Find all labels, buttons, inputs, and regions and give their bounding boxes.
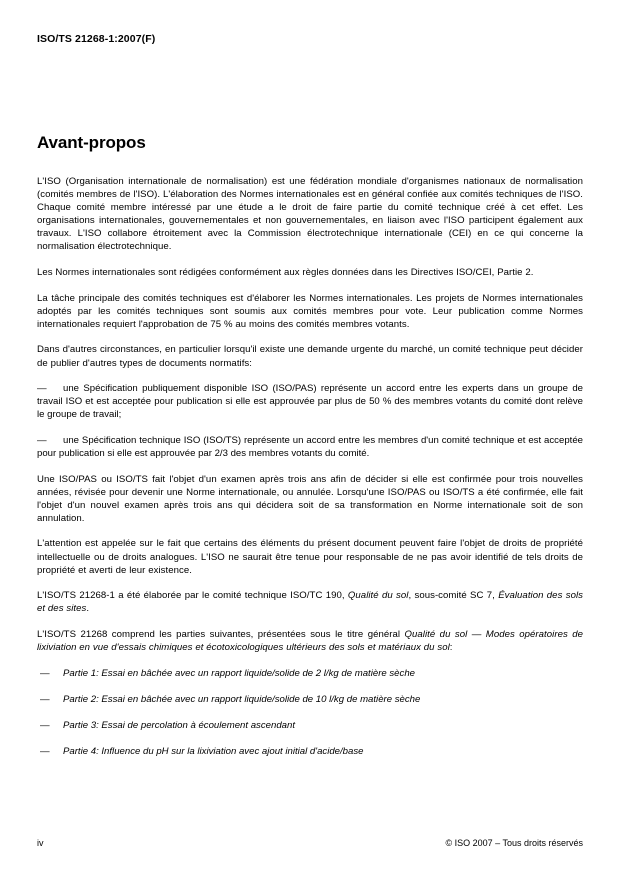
attribution-text-mid: , sous-comité SC 7,: [408, 590, 499, 602]
committee-title-tc190: Qualité du sol: [347, 590, 409, 602]
paragraph-other-documents-intro: Dans d'autres circonstances, en particulier lorsqu'il existe une demande urgente du marché, un comité technique peut décider de publier d'autres types de documents normatifs:: [37, 344, 583, 369]
copyright-notice: © ISO 2007 – Tous droits réservés: [445, 838, 583, 848]
part-title: Partie 3: Essai de percolation à écoulement ascendant: [63, 719, 295, 731]
list-item-iso-ts: [37, 434, 583, 460]
list-item-text: une Spécification technique ISO (ISO/TS) représente un accord entre les membres d'un comité technique et est acceptée pour publication si elle est approuvée par 2/3 des membres votants du comité.: [37, 434, 583, 459]
list-item: [37, 745, 583, 758]
general-title: Qualité du sol — Modes opératoires de lixiviation en vue d'essais chimiques et écotoxicologiques ultérieurs des sols et matériaux du sol: [37, 628, 583, 654]
em-dash-icon: —: [40, 667, 50, 679]
em-dash-icon: —: [40, 693, 50, 705]
list-item-iso-pas: [37, 382, 583, 421]
list-item: [37, 667, 583, 680]
attribution-text-lead: L'ISO/TS 21268-1 a été élaborée par le comité technique ISO/TC 190,: [37, 590, 348, 602]
part-title: Partie 2: Essai en bâchée avec un rapport liquide/solide de 10 l/kg de matière sèche: [63, 693, 421, 705]
list-item: [37, 719, 583, 732]
parts-intro-end: :: [449, 642, 453, 654]
subcommittee-title-sc7: Évaluation des sols et des sites: [37, 590, 583, 615]
parts-list: [37, 667, 583, 758]
em-dash-icon: —: [40, 745, 50, 757]
paragraph-iso-description: L'ISO (Organisation internationale de normalisation) est une fédération mondiale d'organismes nationaux de normalisation (comités membres de l'ISO). L'élaboration des Normes internationales est en général confiée aux comités techniques de l'ISO. Chaque comité membre intéressé par une étude a le droit de faire partie du comité technique créé à cet effet. Les organisations internationales, gouvernementales et non gouvernementales, en liaison avec l'ISO participent également aux travaux. L'ISO collabore étroitement avec la Commission électrotechnique internationale (CEI) en ce qui concerne la normalisation électrotechnique.: [37, 176, 583, 253]
parts-intro-lead: L'ISO/TS 21268 comprend les parties suivantes, présentées sous le titre général: [37, 628, 405, 640]
page-number: iv: [37, 838, 44, 848]
paragraph-patent-rights: L'attention est appelée sur le fait que certains des éléments du présent document peuvent faire l'objet de droits de propriété intellectuelle ou de droits analogues. L'ISO ne saurait être tenue pour responsable de ne pas avoir identifié de tels droits de propriété et averti de leur existence.: [37, 538, 583, 576]
part-title: Partie 1: Essai en bâchée avec un rapport liquide/solide de 2 l/kg de matière sèche: [63, 667, 415, 679]
paragraph-review-cycle: Une ISO/PAS ou ISO/TS fait l'objet d'un examen après trois ans afin de décider si elle est confirmée pour trois nouvelles années, révisée pour devenir une Norme internationale, ou annulée. Lorsqu'une ISO/PAS ou ISO/TS a été confirmée, elle fait l'objet d'un nouvel examen après trois ans qui décidera soit de sa transformation en Norme internationale soit de son annulation.: [37, 473, 583, 524]
running-header: ISO/TS 21268-1:2007(F): [37, 33, 156, 45]
paragraph-voting: La tâche principale des comités techniques est d'élaborer les Normes internationales. Les projets de Normes internationales adoptés par les comités techniques sont soumis aux comités membres pour vote. Leur publication comme Normes internationales requiert l'approbation de 75 % au moins des comités membres votants.: [37, 292, 583, 330]
em-dash-icon: —: [40, 719, 50, 731]
list-item-text: une Spécification publiquement disponible ISO (ISO/PAS) représente un accord entre les experts dans un groupe de travail ISO et est acceptée pour publication si elle est approuvée par plus de 50 % des membres votants du comité dont relève le groupe de travail;: [37, 383, 583, 421]
list-item: [37, 693, 583, 706]
paragraph-committee-attribution: [37, 589, 583, 615]
paragraph-parts-intro: [37, 628, 583, 654]
attribution-text-end: .: [86, 603, 90, 615]
foreword-content: [37, 133, 583, 771]
page-title: Avant-propos: [37, 133, 146, 152]
em-dash-icon: —: [37, 383, 47, 395]
page-footer: [37, 837, 583, 849]
em-dash-icon: —: [37, 434, 47, 446]
part-title: Partie 4: Influence du pH sur la lixiviation avec ajout initial d'acide/base: [63, 745, 364, 757]
paragraph-directives: Les Normes internationales sont rédigées conformément aux règles données dans les Directives ISO/CEI, Partie 2.: [37, 267, 534, 279]
